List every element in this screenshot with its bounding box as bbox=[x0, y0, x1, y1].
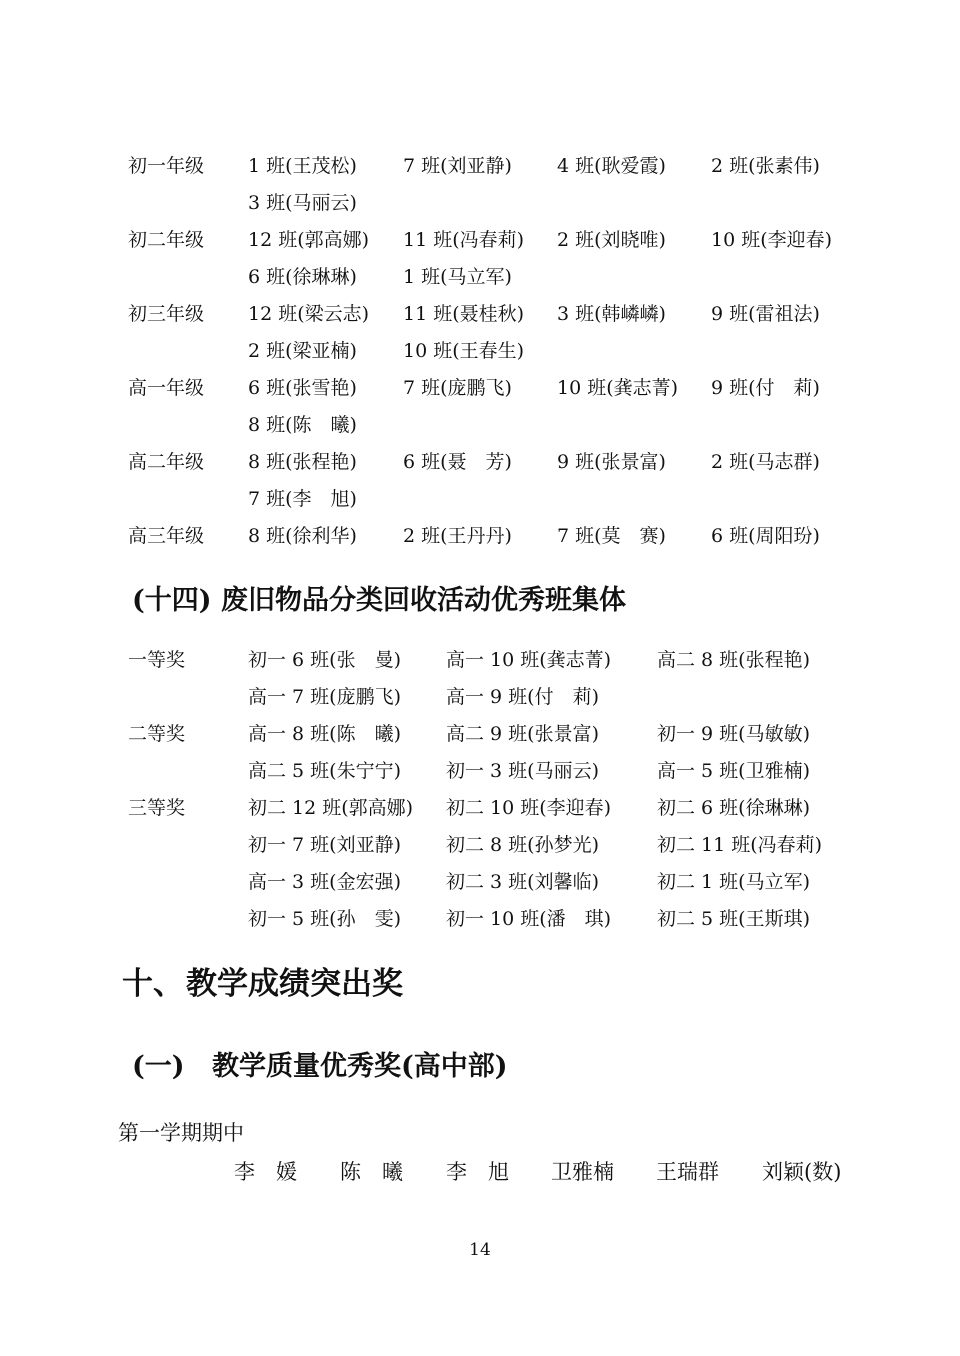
award-row bbox=[0, 827, 960, 864]
teacher-name: 卫雅楠 bbox=[551, 1160, 614, 1184]
class-entry: 2 班(张素伟) bbox=[711, 155, 820, 177]
class-entry: 9 班(付 莉) bbox=[711, 377, 820, 399]
award-class-entry: 高二 5 班(朱宁宁) bbox=[248, 760, 401, 782]
page-number: 14 bbox=[469, 1240, 491, 1260]
award-class-entry: 高二 9 班(张景富) bbox=[446, 723, 599, 745]
class-entry: 6 班(聂 芳) bbox=[403, 451, 512, 473]
grade-label: 高一年级 bbox=[128, 377, 205, 399]
section-14-heading: (十四) 废旧物品分类回收活动优秀班集体 bbox=[132, 585, 626, 616]
award-class-entry: 初二 11 班(冯春莉) bbox=[657, 834, 823, 856]
class-entry: 1 班(马立军) bbox=[403, 266, 512, 288]
award-class-entry: 高一 8 班(陈 曦) bbox=[248, 723, 401, 745]
award-class-entry: 初一 7 班(刘亚静) bbox=[248, 834, 401, 856]
class-entry: 3 班(马丽云) bbox=[248, 192, 357, 214]
grade-label: 初一年级 bbox=[128, 155, 205, 177]
term-label: 第一学期期中 bbox=[118, 1121, 244, 1145]
award-class-entry: 初二 8 班(孙梦光) bbox=[446, 834, 599, 856]
grade-row bbox=[0, 444, 960, 481]
award-class-entry: 初一 5 班(孙 雯) bbox=[248, 908, 401, 930]
class-entry: 10 班(王春生) bbox=[403, 340, 525, 362]
award-row bbox=[0, 790, 960, 827]
teacher-name: 刘颖(数) bbox=[762, 1160, 842, 1184]
grade-row bbox=[0, 407, 960, 444]
teacher-names-row bbox=[0, 1154, 960, 1190]
teacher-name: 王瑞群 bbox=[656, 1160, 719, 1184]
grade-row bbox=[0, 518, 960, 555]
teacher-name: 李 媛 bbox=[234, 1160, 297, 1184]
award-class-entry: 初二 5 班(王斯琪) bbox=[657, 908, 810, 930]
award-class-entry: 高一 5 班(卫雅楠) bbox=[657, 760, 810, 782]
grade-row bbox=[0, 370, 960, 407]
class-entry: 10 班(李迎春) bbox=[711, 229, 833, 251]
award-class-entry: 初二 3 班(刘馨临) bbox=[446, 871, 599, 893]
award-class-entry: 初二 12 班(郭高娜) bbox=[248, 797, 414, 819]
class-entry: 9 班(张景富) bbox=[557, 451, 666, 473]
subsection-1-title: 教学质量优秀奖(高中部) bbox=[212, 1051, 508, 1082]
section-10-title: 教学成绩突出奖 bbox=[186, 966, 403, 1002]
teacher-name: 李 旭 bbox=[446, 1160, 509, 1184]
class-entry: 2 班(梁亚楠) bbox=[248, 340, 357, 362]
award-row bbox=[0, 642, 960, 679]
class-entry: 8 班(陈 曦) bbox=[248, 414, 357, 436]
award-class-entry: 初一 3 班(马丽云) bbox=[446, 760, 599, 782]
award-row bbox=[0, 679, 960, 716]
class-entry: 7 班(刘亚静) bbox=[403, 155, 512, 177]
award-row bbox=[0, 716, 960, 753]
subsection-1-number: (一) bbox=[132, 1051, 185, 1082]
class-entry: 10 班(龚志菁) bbox=[557, 377, 679, 399]
class-entry: 12 班(梁云志) bbox=[248, 303, 370, 325]
award-row bbox=[0, 901, 960, 938]
class-entry: 8 班(张程艳) bbox=[248, 451, 357, 473]
subsection-1-heading bbox=[132, 1044, 508, 1083]
award-class-entry: 初一 10 班(潘 琪) bbox=[446, 908, 612, 930]
grade-label: 高二年级 bbox=[128, 451, 205, 473]
award-class-entry: 高一 10 班(龚志菁) bbox=[446, 649, 612, 671]
grade-row bbox=[0, 222, 960, 259]
class-entry: 11 班(冯春莉) bbox=[403, 229, 525, 251]
class-entry: 6 班(张雪艳) bbox=[248, 377, 357, 399]
class-entry: 7 班(莫 赛) bbox=[557, 525, 666, 547]
class-entry: 1 班(王茂松) bbox=[248, 155, 357, 177]
grade-label: 初二年级 bbox=[128, 229, 205, 251]
award-class-entry: 高一 9 班(付 莉) bbox=[446, 686, 599, 708]
award-level-label: 三等奖 bbox=[128, 797, 186, 819]
class-entry: 11 班(聂桂秋) bbox=[403, 303, 525, 325]
award-class-entry: 高二 8 班(张程艳) bbox=[657, 649, 810, 671]
grade-row bbox=[0, 259, 960, 296]
class-entry: 12 班(郭高娜) bbox=[248, 229, 370, 251]
teacher-name: 陈 曦 bbox=[340, 1160, 403, 1184]
award-class-entry: 高一 7 班(庞鹏飞) bbox=[248, 686, 401, 708]
award-class-entry: 高一 3 班(金宏强) bbox=[248, 871, 401, 893]
grade-row bbox=[0, 148, 960, 185]
section-10-heading bbox=[122, 958, 403, 1003]
grade-label: 高三年级 bbox=[128, 525, 205, 547]
grade-row bbox=[0, 481, 960, 518]
grade-row bbox=[0, 296, 960, 333]
award-level-label: 一等奖 bbox=[128, 649, 186, 671]
award-class-entry: 初一 9 班(马敏敏) bbox=[657, 723, 810, 745]
award-level-label: 二等奖 bbox=[128, 723, 186, 745]
class-entry: 2 班(马志群) bbox=[711, 451, 820, 473]
class-entry: 2 班(刘晓唯) bbox=[557, 229, 666, 251]
class-entry: 7 班(庞鹏飞) bbox=[403, 377, 512, 399]
class-entry: 9 班(雷祖法) bbox=[711, 303, 820, 325]
grade-row bbox=[0, 333, 960, 370]
class-entry: 8 班(徐利华) bbox=[248, 525, 357, 547]
award-row bbox=[0, 753, 960, 790]
grade-row bbox=[0, 185, 960, 222]
class-entry: 4 班(耿爱霞) bbox=[557, 155, 666, 177]
class-entry: 6 班(徐琳琳) bbox=[248, 266, 357, 288]
class-entry: 2 班(王丹丹) bbox=[403, 525, 512, 547]
award-class-entry: 初一 6 班(张 曼) bbox=[248, 649, 401, 671]
grade-label: 初三年级 bbox=[128, 303, 205, 325]
section-10-number: 十、 bbox=[122, 966, 184, 1002]
class-entry: 3 班(韩嶙嶙) bbox=[557, 303, 666, 325]
class-entry: 7 班(李 旭) bbox=[248, 488, 357, 510]
award-class-entry: 初二 6 班(徐琳琳) bbox=[657, 797, 810, 819]
award-class-entry: 初二 1 班(马立军) bbox=[657, 871, 810, 893]
award-class-entry: 初二 10 班(李迎春) bbox=[446, 797, 612, 819]
class-entry: 6 班(周阳玢) bbox=[711, 525, 820, 547]
award-row bbox=[0, 864, 960, 901]
